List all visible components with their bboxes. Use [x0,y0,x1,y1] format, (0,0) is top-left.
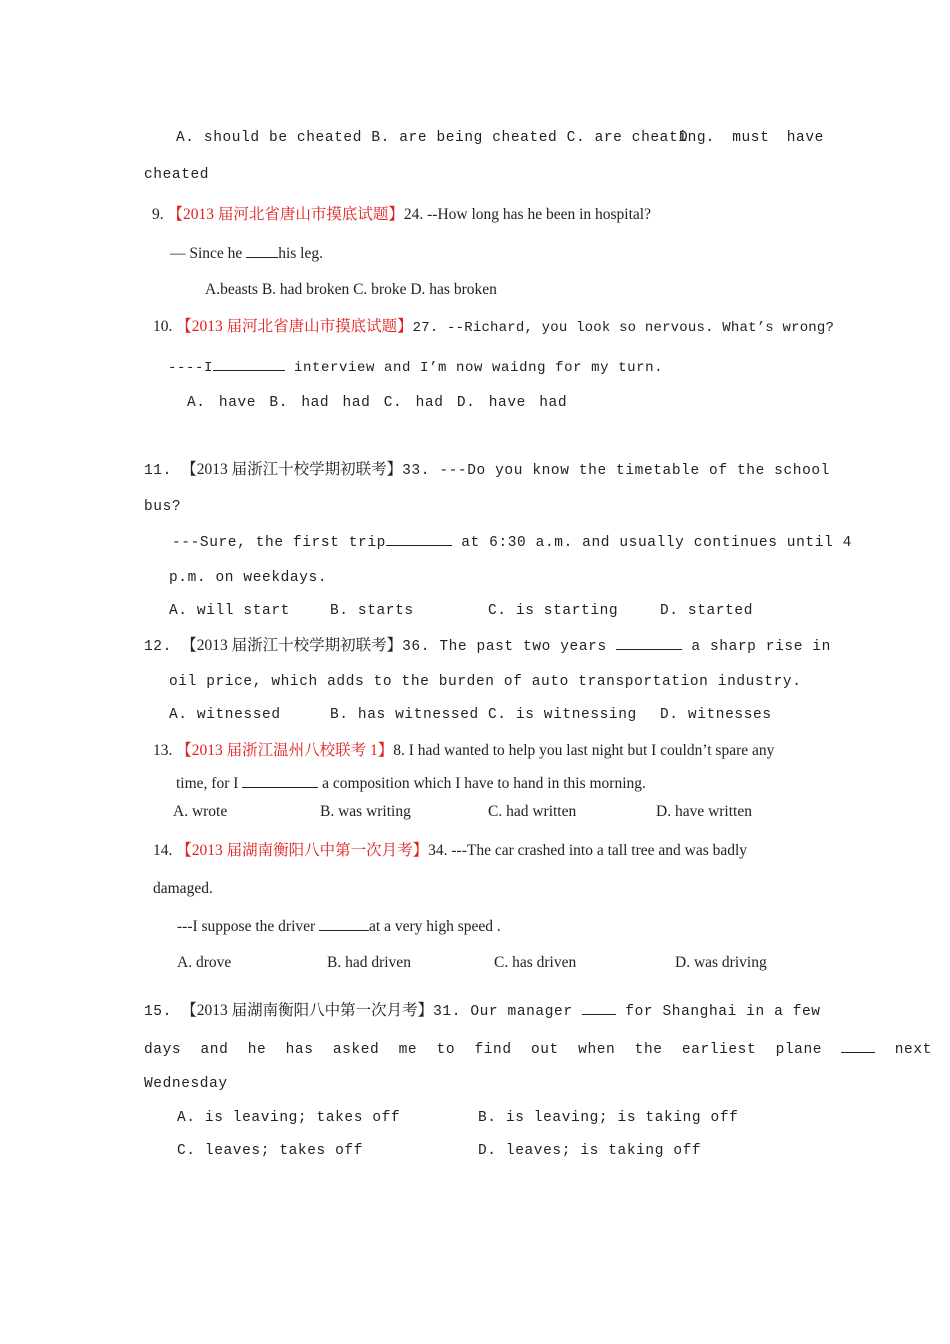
question-number: 15. [144,1004,172,1020]
q11-option-a: A. will start [169,603,290,619]
q12-stem-wrap: oil price, which adds to the burden of auto transportation industry. [169,674,802,690]
q14-line [153,841,747,861]
q12-option-b: B. has witnessed [330,707,479,723]
question-number: 14. [153,842,173,859]
q11-option-c: C. is starting [488,603,619,619]
question-source: 【2013 届河北省唐山市摸底试题】 [176,318,413,335]
question-stem-suffix: a sharp rise in [691,639,831,655]
q15-option-b: B. is leaving; is taking off [478,1110,739,1126]
question-number: 11. [144,463,172,479]
q9-reply [170,243,323,264]
q11-option-b: B. starts [330,603,414,619]
question-number: 13. [153,742,173,759]
reply-prefix: ---Sure, the first trip [172,535,386,551]
question-stem: 34. ---The car crashed into a tall tree and was badly [428,842,748,859]
question-stem: 36. The past two years [402,639,607,655]
stem-wrap-prefix: time, for I [176,775,239,792]
q15-line-3: Wednesday [144,1076,228,1092]
q8-option-d-wrap: cheated [144,167,210,183]
q13-stem-wrap [176,773,646,794]
question-number: 9. [152,206,164,223]
q10-options: A. have B. had had C. had D. have had [187,395,568,411]
answer-blank [386,531,452,546]
reply-prefix: ----I [168,360,214,376]
q10-line [153,317,834,338]
line2-suffix: next [894,1042,932,1058]
answer-blank-1 [582,1000,616,1015]
q15-line-2 [144,1038,932,1060]
reply-suffix: interview and I’m now waidng for my turn. [294,360,664,376]
answer-blank [246,243,278,258]
question-number: 10. [153,318,173,335]
question-source: 【2013 届浙江温州八校联考 1】 [176,742,394,759]
q14-reply [177,916,501,937]
q9-options: A.beasts B. had broken C. broke D. has broken [205,281,497,298]
question-source: 【2013 届浙江十校学期初联考】 [181,637,403,654]
q15-line [144,1000,821,1022]
q13-line [153,741,774,761]
answer-blank [319,916,369,931]
answer-blank [213,356,285,371]
q15-option-c: C. leaves; takes off [177,1143,364,1159]
q13-option-b: B. was writing [320,803,411,820]
question-stem-cont: for Shanghai in a few [625,1004,821,1020]
answer-blank [242,773,318,788]
q11-line [144,460,830,481]
q14-option-b: B. had driven [327,954,411,971]
q8-options-line: A. should be cheated B. are being cheated C. are cheating [176,130,707,146]
q9-line [152,205,651,225]
question-source: 【2013 届湖南衡阳八中第一次月考】 [176,842,429,859]
q13-option-c: C. had written [488,803,577,820]
q14-stem-wrap: damaged. [153,880,213,897]
q13-option-a: A. wrote [173,803,228,820]
question-stem: 33. ---Do you know the timetable of the school [402,463,830,479]
reply-suffix: his leg. [278,245,323,262]
q15-option-a: A. is leaving; takes off [177,1110,401,1126]
question-source: 【2013 届浙江十校学期初联考】 [181,461,403,478]
q11-reply [172,531,852,553]
question-number: 12. [144,639,172,655]
question-stem: 27. --Richard, you look so nervous. What’s wrong? [412,320,835,336]
q14-option-a: A. drove [177,954,232,971]
stem-wrap-suffix: a composition which I have to hand in this morning. [322,775,646,792]
q10-reply [168,356,663,378]
line2-text: days and he has asked me to find out when the earliest plane [144,1042,823,1058]
question-stem: 31. Our manager [433,1004,573,1020]
question-stem: 24. --How long has he been in hospital? [403,206,651,223]
question-source: 【2013 届河北省唐山市摸底试题】 [167,206,404,223]
q12-option-c: C. is witnessing [488,707,637,723]
q8-option-d: D . must have [679,130,824,146]
q12-option-a: A. witnessed [169,707,281,723]
q11-reply-wrap: p.m. on weekdays. [169,570,328,586]
reply-suffix: at a very high speed . [369,918,501,935]
answer-blank-2 [841,1038,875,1053]
question-stem: 8. I had wanted to help you last night but I couldn’t spare any [393,742,775,759]
q13-option-d: D. have written [656,803,752,820]
q12-option-d: D. witnesses [660,707,772,723]
reply-suffix: at 6:30 a.m. and usually continues until 4 [461,535,852,551]
question-source: 【2013 届湖南衡阳八中第一次月考】 [181,1002,434,1019]
q15-option-d: D. leaves; is taking off [478,1143,702,1159]
q14-option-c: C. has driven [494,954,577,971]
reply-prefix: ---I suppose the driver [177,918,316,935]
q11-stem-wrap: bus? [144,499,182,515]
answer-blank [616,635,682,650]
q12-line [144,635,831,657]
reply-prefix: — Since he [170,245,243,262]
q11-option-d: D. started [660,603,754,619]
q14-option-d: D. was driving [675,954,767,971]
